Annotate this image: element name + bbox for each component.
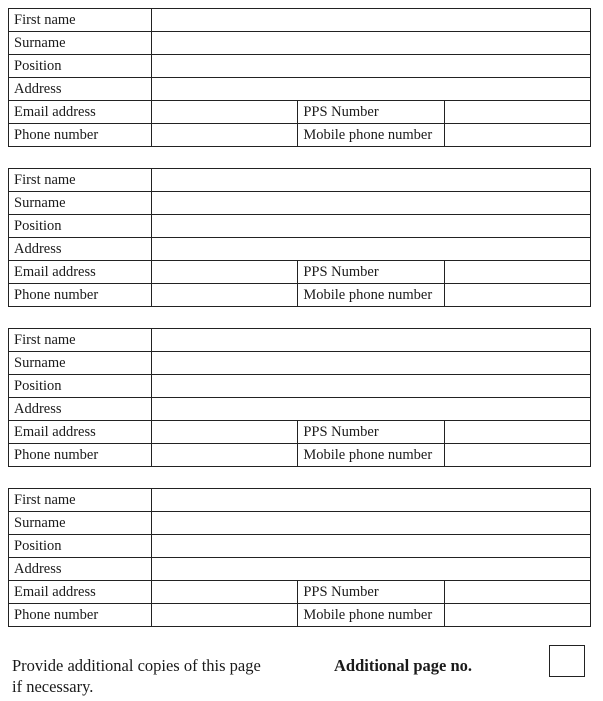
- address-field[interactable]: [152, 238, 591, 261]
- additional-page-number-field[interactable]: [549, 645, 585, 677]
- pps-field[interactable]: [444, 421, 590, 444]
- surname-field[interactable]: [152, 32, 591, 55]
- surname-row: [9, 192, 591, 215]
- email-row: [9, 101, 591, 124]
- address-field[interactable]: [152, 398, 591, 421]
- first-name-field[interactable]: [152, 169, 591, 192]
- person-block-1: [8, 8, 591, 147]
- phone-field[interactable]: [152, 444, 298, 467]
- pps-label: PPS Number: [298, 581, 444, 604]
- first-name-field[interactable]: [152, 329, 591, 352]
- position-label: Position: [9, 375, 152, 398]
- surname-field[interactable]: [152, 352, 591, 375]
- email-label: Email address: [9, 421, 152, 444]
- email-label: Email address: [9, 101, 152, 124]
- position-field[interactable]: [152, 535, 591, 558]
- phone-field[interactable]: [152, 284, 298, 307]
- position-label: Position: [9, 55, 152, 78]
- email-field[interactable]: [152, 581, 298, 604]
- mobile-label: Mobile phone number: [298, 124, 444, 147]
- phone-row: [9, 444, 591, 467]
- pps-field[interactable]: [444, 261, 590, 284]
- surname-row: [9, 352, 591, 375]
- first-name-row: [9, 169, 591, 192]
- pps-label: PPS Number: [298, 101, 444, 124]
- phone-label: Phone number: [9, 444, 152, 467]
- email-row: [9, 581, 591, 604]
- surname-label: Surname: [9, 192, 152, 215]
- email-field[interactable]: [152, 421, 298, 444]
- pps-field[interactable]: [444, 101, 590, 124]
- address-field[interactable]: [152, 558, 591, 581]
- phone-field[interactable]: [152, 604, 298, 627]
- first-name-label: First name: [9, 329, 152, 352]
- position-field[interactable]: [152, 375, 591, 398]
- surname-label: Surname: [9, 352, 152, 375]
- first-name-row: [9, 9, 591, 32]
- position-row: [9, 215, 591, 238]
- email-label: Email address: [9, 581, 152, 604]
- position-field[interactable]: [152, 215, 591, 238]
- surname-label: Surname: [9, 32, 152, 55]
- address-field[interactable]: [152, 78, 591, 101]
- pps-field[interactable]: [444, 581, 590, 604]
- mobile-label: Mobile phone number: [298, 604, 444, 627]
- mobile-field[interactable]: [444, 444, 590, 467]
- mobile-field[interactable]: [444, 604, 590, 627]
- address-row: [9, 78, 591, 101]
- email-label: Email address: [9, 261, 152, 284]
- address-label: Address: [9, 398, 152, 421]
- person-block-4: [8, 488, 591, 627]
- email-row: [9, 261, 591, 284]
- mobile-label: Mobile phone number: [298, 444, 444, 467]
- additional-copies-note: Provide additional copies of this page if necessary.: [12, 656, 261, 696]
- first-name-field[interactable]: [152, 489, 591, 512]
- surname-row: [9, 512, 591, 535]
- pps-label: PPS Number: [298, 261, 444, 284]
- first-name-label: First name: [9, 169, 152, 192]
- person-block-2: [8, 168, 591, 307]
- phone-label: Phone number: [9, 604, 152, 627]
- surname-row: [9, 32, 591, 55]
- phone-row: [9, 124, 591, 147]
- email-field[interactable]: [152, 101, 298, 124]
- phone-field[interactable]: [152, 124, 298, 147]
- first-name-label: First name: [9, 9, 152, 32]
- phone-label: Phone number: [9, 124, 152, 147]
- position-row: [9, 55, 591, 78]
- email-row: [9, 421, 591, 444]
- position-row: [9, 535, 591, 558]
- address-label: Address: [9, 78, 152, 101]
- address-label: Address: [9, 558, 152, 581]
- first-name-label: First name: [9, 489, 152, 512]
- address-row: [9, 558, 591, 581]
- email-field[interactable]: [152, 261, 298, 284]
- surname-field[interactable]: [152, 192, 591, 215]
- phone-label: Phone number: [9, 284, 152, 307]
- position-field[interactable]: [152, 55, 591, 78]
- surname-field[interactable]: [152, 512, 591, 535]
- first-name-row: [9, 329, 591, 352]
- position-row: [9, 375, 591, 398]
- additional-page-label: Additional page no.: [334, 656, 472, 675]
- position-label: Position: [9, 535, 152, 558]
- mobile-field[interactable]: [444, 284, 590, 307]
- mobile-field[interactable]: [444, 124, 590, 147]
- person-block-3: [8, 328, 591, 467]
- first-name-field[interactable]: [152, 9, 591, 32]
- pps-label: PPS Number: [298, 421, 444, 444]
- position-label: Position: [9, 215, 152, 238]
- surname-label: Surname: [9, 512, 152, 535]
- first-name-row: [9, 489, 591, 512]
- address-row: [9, 398, 591, 421]
- address-row: [9, 238, 591, 261]
- phone-row: [9, 284, 591, 307]
- phone-row: [9, 604, 591, 627]
- mobile-label: Mobile phone number: [298, 284, 444, 307]
- address-label: Address: [9, 238, 152, 261]
